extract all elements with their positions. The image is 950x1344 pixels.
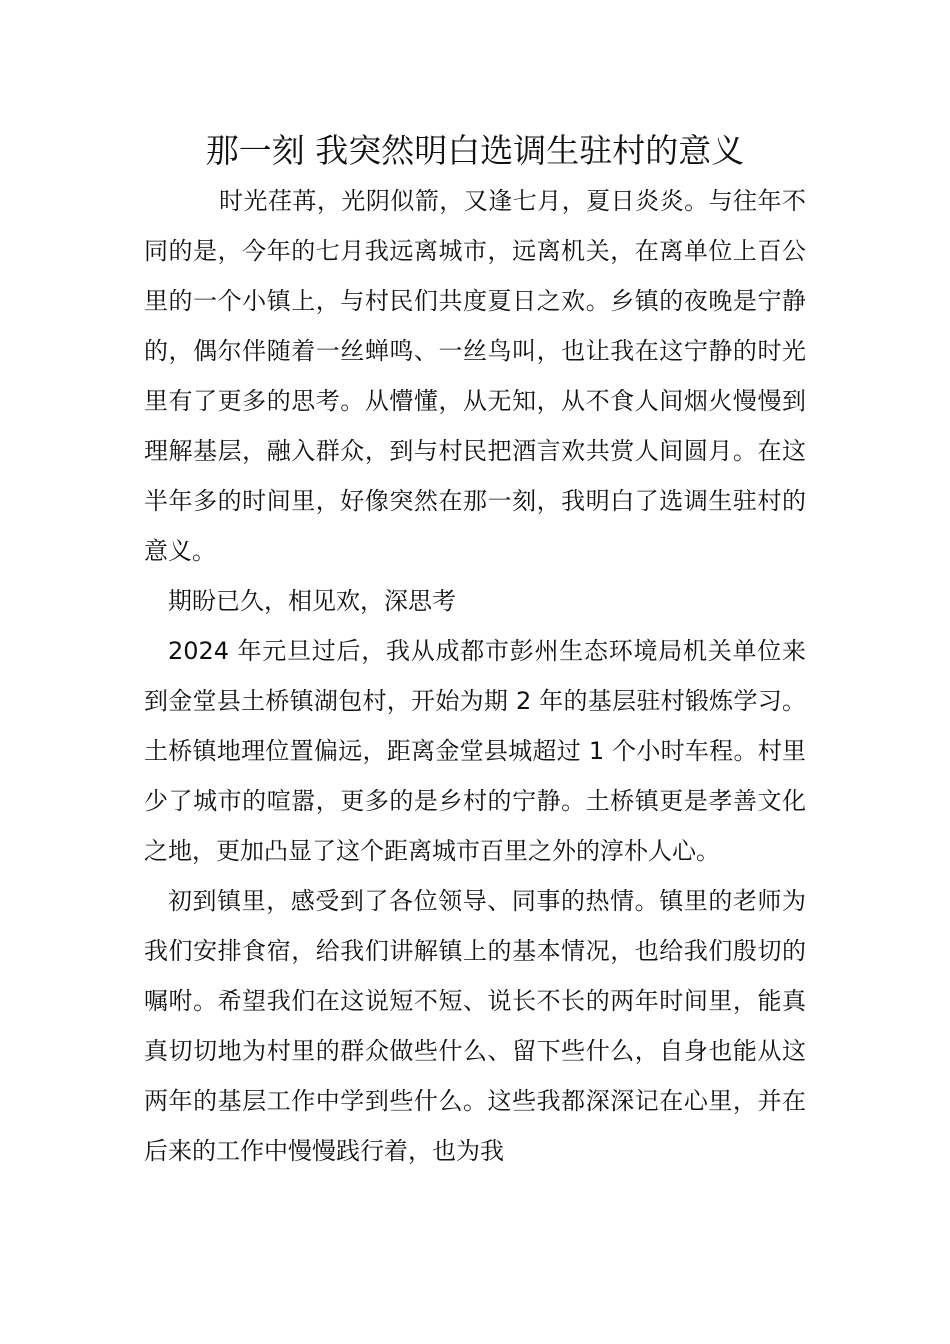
paragraph-arrival: 2024 年元旦过后，我从成都市彭州生态环境局机关单位来到金堂县土桥镇湖包村，开始为期 2 年的基层驻村锻炼学习。土桥镇地理位置偏远，距离金堂县城超过 1 个小时车程。村里少了城市的喧嚣，更多的是乡村的宁静。土桥镇更是孝善文化之地，更加凸显了这个距离城市百里之外的淳朴人心。 (144, 637, 806, 865)
document-body (144, 176, 806, 1176)
paragraph-first-days: 初到镇里，感受到了各位领导、同事的热情。镇里的老师为我们安排食宿，给我们讲解镇上的基本情况，也给我们殷切的嘱咐。希望我们在这说短不短、说长不长的两年时间里，能真真切切地为村里的群众做些什么、留下些什么，自身也能从这两年的基层工作中学到些什么。这些我都深深记在心里，并在后来的工作中慢慢践行着，也为我 (144, 887, 806, 1165)
paragraph-intro: 时光荏苒，光阴似箭，又逢七月，夏日炎炎。与往年不同的是，今年的七月我远离城市，远离机关，在离单位上百公里的一个小镇上，与村民们共度夏日之欢。乡镇的夜晚是宁静的，偶尔伴随着一丝蝉鸣、一丝鸟叫，也让我在这宁静的时光里有了更多的思考。从懵懂，从无知，从不食人间烟火慢慢到理解基层，融入群众，到与村民把酒言欢共赏人间圆月。在这半年多的时间里，好像突然在那一刻，我明白了选调生驻村的意义。 (144, 187, 806, 565)
section-heading: 期盼已久，相见欢，深思考 (168, 587, 456, 615)
document-title: 那一刻 我突然明白选调生驻村的意义 (205, 131, 745, 170)
